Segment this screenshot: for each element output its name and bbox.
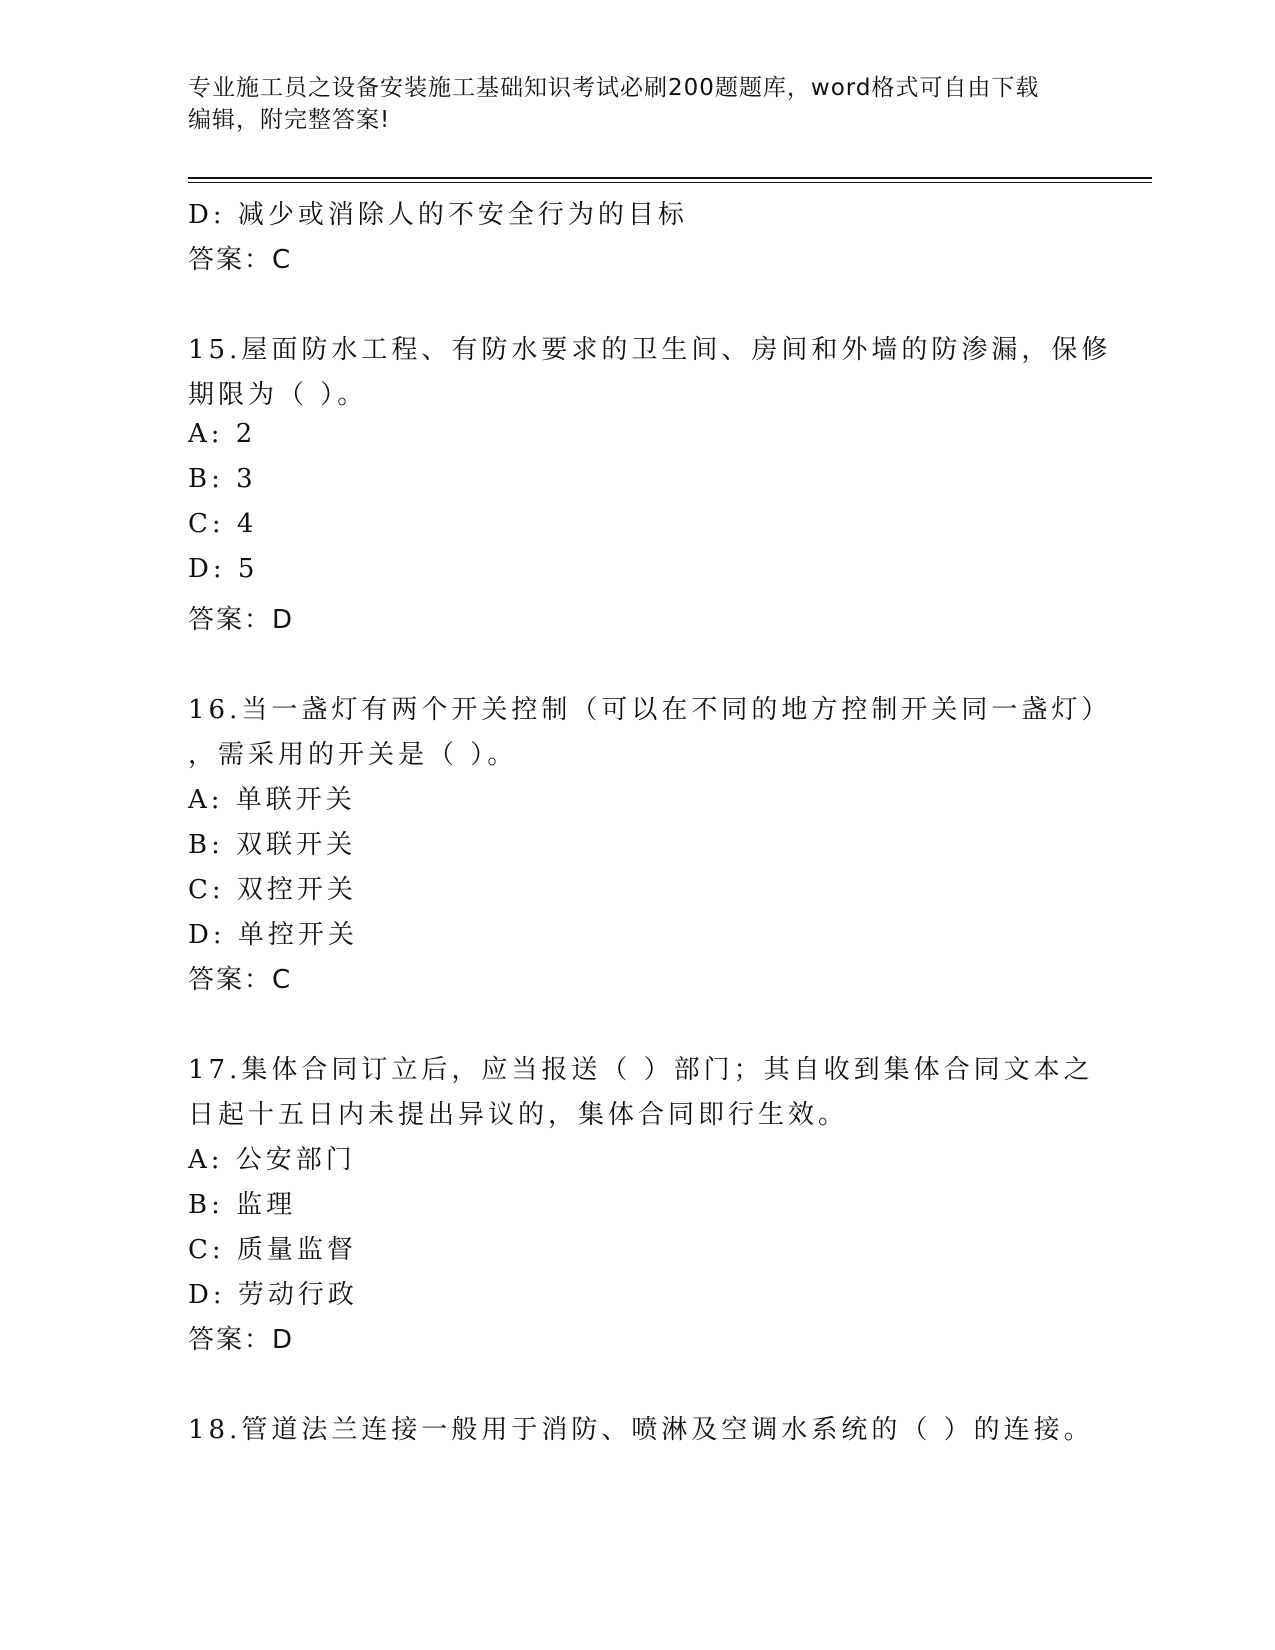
q17-option-a: A: 公安部门	[188, 1145, 356, 1175]
q15-stem-line-2: 期限为（ ）。	[188, 380, 368, 410]
q16-option-c: C: 双控开关	[188, 875, 357, 905]
q15-option-b: B: 3	[188, 464, 257, 494]
q17-answer: 答案：D	[188, 1325, 295, 1355]
q17-stem-line-2: 日起十五日内未提出异议的，集体合同即行生效。	[188, 1100, 849, 1130]
document-header	[188, 72, 1088, 136]
header-divider-thick	[188, 177, 1152, 179]
q17-stem-line-1: 17.集体合同订立后，应当报送（ ）部门；其自收到集体合同文本之	[188, 1055, 1094, 1085]
q15-option-c: C: 4	[188, 509, 258, 539]
header-divider-thin	[188, 182, 1152, 183]
q15-option-d: D: 5	[188, 554, 259, 584]
q16-option-d: D: 单控开关	[188, 920, 358, 950]
q16-answer: 答案：C	[188, 965, 293, 995]
q16-option-a: A: 单联开关	[188, 785, 356, 815]
q15-answer: 答案：D	[188, 605, 295, 635]
header-line-1: 专业施工员之设备安装施工基础知识考试必刷200题题库，word格式可自由下载	[188, 75, 1040, 101]
q17-option-b: B: 监理	[188, 1190, 297, 1220]
q17-option-d: D: 劳动行政	[188, 1280, 358, 1310]
q14-option-d: D: 减少或消除人的不安全行为的目标	[188, 200, 688, 230]
q17-option-c: C: 质量监督	[188, 1235, 357, 1265]
q18-stem-line-1: 18.管道法兰连接一般用于消防、喷淋及空调水系统的（ ）的连接。	[188, 1415, 1094, 1445]
q15-option-a: A: 2	[188, 419, 257, 449]
q15-stem-line-1: 15.屋面防水工程、有防水要求的卫生间、房间和外墙的防渗漏，保修	[188, 335, 1112, 365]
q16-stem-line-2: ，需采用的开关是（ ）。	[188, 740, 518, 770]
q16-stem-line-1: 16.当一盏灯有两个开关控制（可以在不同的地方控制开关同一盏灯）	[188, 695, 1112, 725]
header-line-2: 编辑，附完整答案!	[188, 107, 391, 133]
q16-option-b: B: 双联开关	[188, 830, 357, 860]
q14-answer: 答案：C	[188, 245, 293, 275]
